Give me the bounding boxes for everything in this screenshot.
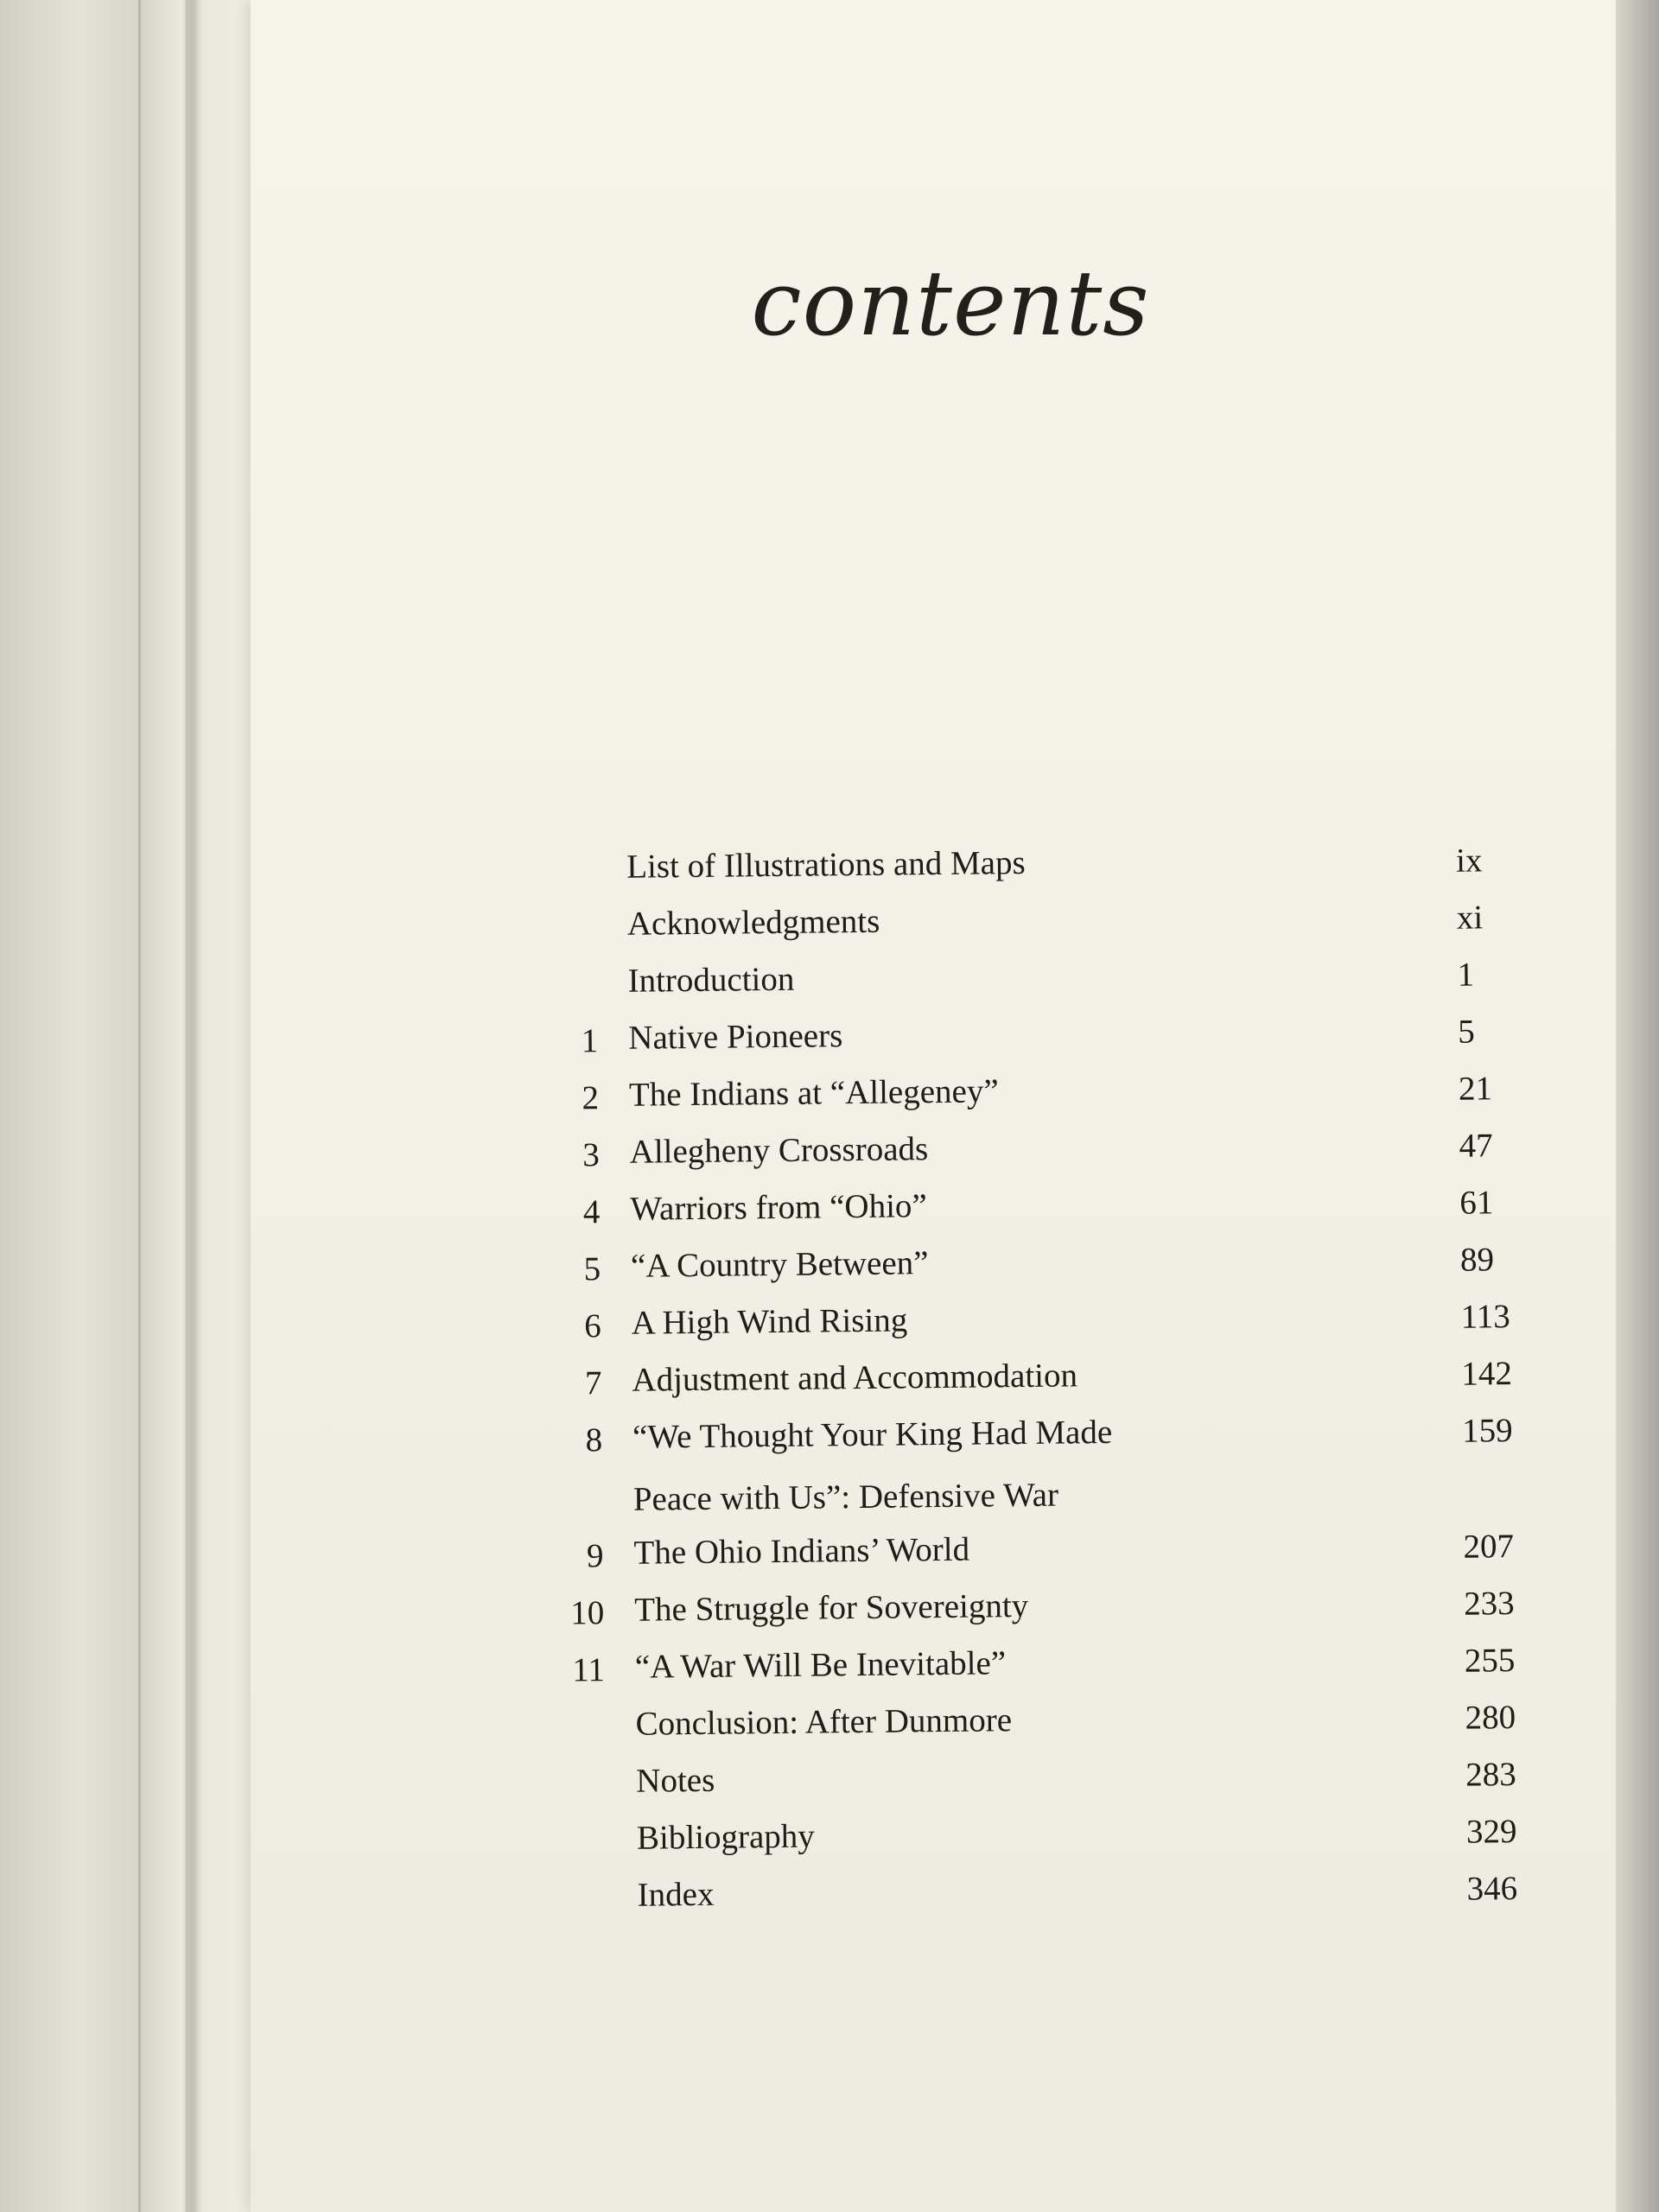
- chapter-number: [528, 964, 597, 965]
- chapter-number: 4: [582, 1193, 601, 1231]
- page-number: 255: [1464, 1642, 1516, 1680]
- chapter-number: [527, 850, 596, 851]
- page-number: ix: [1455, 842, 1483, 880]
- contents-page: [251, 0, 1616, 2212]
- chapter-number: 5: [583, 1250, 601, 1288]
- chapter-title: Introduction: [627, 960, 795, 1000]
- chapter-title: “We Thought Your King Had Made Peace with Us”: Defensive War: [632, 1413, 1113, 1518]
- page-number: 142: [1461, 1355, 1513, 1393]
- chapter-title: Index: [637, 1875, 715, 1914]
- page-number: 329: [1465, 1813, 1517, 1851]
- chapter-number: 11: [572, 1651, 606, 1689]
- toc-entry[interactable]: [537, 1868, 1575, 1936]
- chapter-number: [537, 1878, 607, 1879]
- binding-line: [138, 0, 141, 2212]
- page-number: 1: [1457, 956, 1475, 994]
- page-number: 346: [1466, 1870, 1518, 1908]
- chapter-title: The Struggle for Sovereignty: [633, 1586, 1029, 1629]
- chapter-title: Warriors from “Ohio”: [630, 1187, 927, 1228]
- chapter-title: “A Country Between”: [630, 1244, 929, 1285]
- page-number: 61: [1459, 1184, 1494, 1222]
- chapter-title: Adjustment and Accommodation: [632, 1357, 1078, 1399]
- page-number: 233: [1463, 1585, 1515, 1623]
- chapter-number: 7: [584, 1364, 602, 1402]
- chapter-number: 2: [582, 1079, 600, 1117]
- chapter-number: 6: [584, 1307, 601, 1345]
- page-number: 283: [1465, 1756, 1516, 1794]
- chapter-title: List of Illustrations and Maps: [626, 843, 1026, 886]
- previous-page-edge: [0, 0, 259, 2212]
- table-of-contents: [527, 840, 1575, 1936]
- chapter-number: [537, 1821, 607, 1822]
- page-number: 280: [1465, 1699, 1516, 1737]
- chapter-number: 1: [581, 1022, 599, 1060]
- chapter-number: 8: [585, 1421, 603, 1459]
- page-number: 159: [1461, 1412, 1513, 1450]
- chapter-title: Bibliography: [636, 1817, 816, 1857]
- page-number: xi: [1456, 899, 1484, 937]
- chapter-title: A High Wind Rising: [631, 1301, 908, 1342]
- chapter-number: 3: [582, 1136, 600, 1174]
- page-number: 21: [1458, 1070, 1493, 1108]
- page-number: 5: [1458, 1013, 1475, 1051]
- chapter-title: “A War Will Be Inevitable”: [634, 1644, 1007, 1686]
- chapter-title: Allegheny Crossroads: [629, 1130, 929, 1171]
- chapter-number: [536, 1707, 605, 1708]
- chapter-title: Notes: [636, 1761, 715, 1800]
- chapter-number: [528, 907, 597, 908]
- background-edge: [1616, 0, 1659, 2212]
- page-number: 113: [1460, 1298, 1510, 1336]
- page-number: 89: [1459, 1241, 1495, 1279]
- chapter-number: 9: [586, 1537, 604, 1575]
- binding-line: [186, 0, 188, 2212]
- chapter-title: Acknowledgments: [626, 902, 880, 943]
- page-number: 207: [1463, 1528, 1515, 1566]
- chapter-number: 10: [570, 1594, 605, 1632]
- page-heading: contents: [751, 251, 1150, 356]
- page-number: 47: [1459, 1127, 1493, 1165]
- chapter-title: The Ohio Indians’ World: [633, 1530, 970, 1572]
- chapter-title: The Indians at “Allegeney”: [628, 1072, 999, 1114]
- chapter-number: [537, 1764, 606, 1765]
- chapter-title: Native Pioneers: [628, 1017, 843, 1057]
- chapter-title: Conclusion: After Dunmore: [635, 1701, 1013, 1743]
